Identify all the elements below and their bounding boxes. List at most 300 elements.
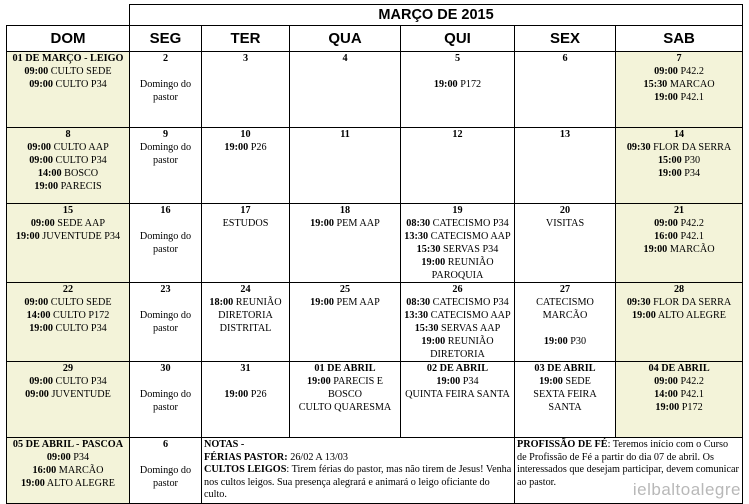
day-number: 11 xyxy=(340,129,350,140)
event-line xyxy=(130,91,201,104)
event-text: Domingo do xyxy=(139,231,192,242)
event-line xyxy=(130,464,201,477)
event-line xyxy=(7,230,129,243)
event-line xyxy=(401,309,514,322)
event-time: 19:00 xyxy=(539,376,563,387)
event-line xyxy=(130,217,201,230)
event-time: 19:00 xyxy=(224,389,249,400)
event-text: DISTRITAL xyxy=(219,323,272,334)
event-text: P42.1 xyxy=(680,389,704,400)
day-cell[interactable] xyxy=(290,52,401,128)
event-text: ESTUDOS xyxy=(222,218,269,229)
event-time: 09:00 xyxy=(29,376,53,387)
event-text: CULTO P34 xyxy=(55,155,107,166)
event-line xyxy=(616,230,742,243)
day-cell[interactable] xyxy=(401,128,515,204)
event-text: pastor xyxy=(153,155,178,166)
event-text: P42.1 xyxy=(680,231,704,242)
event-line xyxy=(7,78,129,91)
day-cell-6[interactable] xyxy=(130,438,202,504)
event-text: Domingo do xyxy=(139,79,192,90)
event-text: P34 xyxy=(684,168,701,179)
event-text: VISITAS xyxy=(545,218,585,229)
weekday-header-row xyxy=(7,26,743,52)
event-line xyxy=(616,141,742,154)
event-time: 19:00 xyxy=(310,218,334,229)
day-cell[interactable] xyxy=(290,362,401,438)
day-cell[interactable] xyxy=(202,52,290,128)
day-number: 31 xyxy=(240,363,251,374)
day-number: 7 xyxy=(676,53,682,64)
event-line xyxy=(616,309,742,322)
event-time: 14:00 xyxy=(654,389,678,400)
day-number: 10 xyxy=(240,129,251,140)
calendar-weeks xyxy=(7,52,743,438)
event-line xyxy=(7,167,129,180)
event-text: CATECISMO AAP xyxy=(430,231,511,242)
event-text: P30 xyxy=(684,155,701,166)
event-time: 19:00 xyxy=(15,231,40,242)
event-time: 19:00 xyxy=(29,323,53,334)
event-text: Domingo do xyxy=(139,310,192,321)
event-time: 09:00 xyxy=(46,452,71,463)
event-text: CATECISMO P34 xyxy=(432,218,509,229)
event-text: Domingo do xyxy=(139,465,192,476)
event-text: ALTO ALEGRE xyxy=(657,310,727,321)
day-cell[interactable] xyxy=(401,283,515,362)
event-time: 09:00 xyxy=(654,66,678,77)
day-number: 9 xyxy=(162,129,169,140)
event-text: PARECIS E xyxy=(333,376,384,387)
event-line xyxy=(7,477,129,490)
day-number: 12 xyxy=(452,129,463,140)
event-line xyxy=(7,180,129,193)
day-cell[interactable] xyxy=(202,283,290,362)
event-text: ALTO ALEGRE xyxy=(46,478,115,489)
event-text: JUVENTUDE xyxy=(51,389,111,400)
event-text: P34 xyxy=(462,376,479,387)
day-cell[interactable] xyxy=(515,204,616,283)
event-text: SERVAS P34 xyxy=(442,244,499,255)
day-number: 6 xyxy=(562,53,568,64)
event-line xyxy=(616,167,742,180)
event-line xyxy=(7,375,129,388)
event-text: P30 xyxy=(570,336,587,347)
day-cell[interactable] xyxy=(202,128,290,204)
day-cell[interactable] xyxy=(401,362,515,438)
day-number: 17 xyxy=(240,205,251,216)
week-row xyxy=(7,362,743,438)
event-text: BOSCO xyxy=(64,168,99,179)
event-line xyxy=(7,141,129,154)
event-line xyxy=(202,322,289,335)
event-text: Domingo do xyxy=(139,389,192,400)
event-text: SANTA xyxy=(548,402,582,413)
event-time: 09:00 xyxy=(27,142,52,153)
event-text: P172 xyxy=(681,402,703,413)
event-text: pastor xyxy=(153,92,178,103)
weekday-qui: QUI xyxy=(401,26,515,52)
event-time: 19:00 xyxy=(310,297,334,308)
event-line xyxy=(401,256,514,269)
event-line xyxy=(290,388,400,401)
event-text: CULTO P34 xyxy=(55,376,107,387)
event-line xyxy=(401,375,514,388)
event-text: FLOR DA SERRA xyxy=(653,297,732,308)
event-time: 08:30 xyxy=(406,218,431,229)
event-time: 09:30 xyxy=(626,142,651,153)
event-time: 18:00 xyxy=(209,297,234,308)
event-line xyxy=(616,217,742,230)
day-cell[interactable] xyxy=(290,204,401,283)
day-cell[interactable] xyxy=(616,52,743,128)
day-number: 04 DE ABRIL xyxy=(648,363,710,374)
event-text: P42.2 xyxy=(680,66,704,77)
cultos-text: : Tirem férias do pastor, mas não tirem de Jesus! Venha nos cultos leigos. Sua presença alegrará e animará o leigo oficiante do culto. xyxy=(204,464,512,501)
day-cell[interactable] xyxy=(130,362,202,438)
day-number: 28 xyxy=(673,284,685,295)
event-time: 09:00 xyxy=(24,66,49,77)
event-time: 09:00 xyxy=(29,155,53,166)
event-text: pastor xyxy=(153,402,178,413)
day-number: 19 xyxy=(452,205,463,216)
day-cell[interactable] xyxy=(202,204,290,283)
event-time: 15:00 xyxy=(657,155,682,166)
notes-box xyxy=(202,438,515,504)
event-time: 09:30 xyxy=(626,297,651,308)
event-line xyxy=(7,388,129,401)
day-cell[interactable] xyxy=(7,362,130,438)
event-time: 19:00 xyxy=(306,376,331,387)
event-line xyxy=(290,296,400,309)
week-row xyxy=(7,283,743,362)
event-line xyxy=(130,78,201,91)
event-text: P42.1 xyxy=(680,92,704,103)
day-cell[interactable] xyxy=(130,283,202,362)
day-number: 13 xyxy=(559,129,571,140)
day-number: 5 xyxy=(454,53,461,64)
event-line xyxy=(616,154,742,167)
event-text: MARCÃO xyxy=(669,244,715,255)
event-text: P172 xyxy=(460,79,482,90)
event-line xyxy=(7,65,129,78)
day-cell[interactable] xyxy=(130,204,202,283)
day-number: 4 xyxy=(342,53,348,64)
event-time: 09:00 xyxy=(29,79,53,90)
weekday-sex: SEX xyxy=(515,26,616,52)
event-line xyxy=(401,230,514,243)
event-line xyxy=(130,451,201,464)
event-line xyxy=(401,243,514,256)
event-text: MARCÃO xyxy=(58,465,104,476)
event-line xyxy=(130,388,201,401)
event-line xyxy=(515,388,615,401)
ferias-text: 26/02 A 13/03 xyxy=(287,451,348,463)
event-line xyxy=(290,375,400,388)
event-time: 19:00 xyxy=(655,402,680,413)
event-time: 13:30 xyxy=(404,231,429,242)
event-text: CATECISMO xyxy=(536,297,594,308)
event-line xyxy=(616,91,742,104)
event-line xyxy=(202,296,289,309)
event-text: MARCÃO xyxy=(542,310,588,321)
event-text: CULTO P34 xyxy=(55,323,107,334)
day-cell[interactable] xyxy=(401,204,515,283)
event-text: CULTO SEDE xyxy=(50,66,112,77)
event-time: 19:00 xyxy=(21,478,45,489)
day-number: 23 xyxy=(160,284,171,295)
event-time: 19:00 xyxy=(436,376,461,387)
day-cell[interactable] xyxy=(290,128,401,204)
event-line xyxy=(130,322,201,335)
event-text: SEDE xyxy=(565,376,591,387)
event-line xyxy=(616,388,742,401)
event-line xyxy=(202,217,289,230)
event-line xyxy=(401,217,514,230)
event-time: 19:00 xyxy=(543,336,568,347)
event-text: SEDE AAP xyxy=(57,218,106,229)
event-line xyxy=(7,217,129,230)
event-line xyxy=(401,322,514,335)
day-number: 20 xyxy=(559,205,571,216)
event-time: 19:00 xyxy=(421,257,446,268)
event-line xyxy=(401,388,514,401)
event-text: P34 xyxy=(73,452,90,463)
event-line xyxy=(515,375,615,388)
event-text: CULTO P34 xyxy=(55,79,107,90)
event-line xyxy=(130,296,201,309)
event-line xyxy=(616,65,742,78)
event-time: 15:30 xyxy=(643,79,668,90)
day-number: 22 xyxy=(62,284,74,295)
event-time: 14:00 xyxy=(26,310,51,321)
event-line xyxy=(515,309,615,322)
event-line xyxy=(202,388,289,401)
event-text: CULTO P172 xyxy=(52,310,110,321)
weekday-ter: TER xyxy=(202,26,290,52)
event-text: REUNIÃO xyxy=(235,297,282,308)
day-cell[interactable] xyxy=(515,52,616,128)
weekday-seg: SEG xyxy=(130,26,202,52)
notes-heading: NOTAS - xyxy=(204,439,245,450)
event-line xyxy=(130,230,201,243)
day-cell[interactable] xyxy=(7,283,130,362)
week-row xyxy=(7,52,743,128)
day-cell[interactable] xyxy=(130,128,202,204)
profissao-label: PROFISSÃO DE FÉ xyxy=(517,439,608,450)
day-number: 03 DE ABRIL xyxy=(534,363,596,374)
day-cell[interactable] xyxy=(515,283,616,362)
event-line xyxy=(401,335,514,348)
week-row xyxy=(7,128,743,204)
ferias-label: FÉRIAS PASTOR: xyxy=(204,451,288,463)
week-row xyxy=(7,204,743,283)
day-cell-easter[interactable] xyxy=(7,438,130,504)
day-number: 16 xyxy=(160,205,171,216)
day-cell[interactable] xyxy=(202,362,290,438)
event-line xyxy=(616,78,742,91)
day-cell[interactable] xyxy=(130,52,202,128)
event-text: Domingo do xyxy=(139,142,192,153)
day-cell[interactable] xyxy=(616,283,743,362)
day-number: 8 xyxy=(65,129,71,140)
event-line xyxy=(515,296,615,309)
event-time: 19:00 xyxy=(433,79,458,90)
day-cell[interactable] xyxy=(515,128,616,204)
event-text: REUNIÃO xyxy=(447,257,494,268)
event-line xyxy=(290,217,400,230)
day-cell[interactable] xyxy=(7,204,130,283)
event-line xyxy=(515,217,615,230)
event-line xyxy=(616,401,742,414)
day-cell[interactable] xyxy=(7,52,130,128)
event-line xyxy=(401,65,514,78)
event-time: 13:30 xyxy=(404,310,429,321)
event-line xyxy=(202,141,289,154)
event-line xyxy=(401,348,514,361)
event-line xyxy=(7,154,129,167)
day-number: 01 DE ABRIL xyxy=(314,363,376,374)
event-text: PEM AAP xyxy=(336,218,380,229)
event-line xyxy=(515,322,615,335)
day-number: 15 xyxy=(62,205,74,216)
event-text: pastor xyxy=(153,478,178,489)
event-time: 08:30 xyxy=(406,297,431,308)
weekday-dom: DOM xyxy=(7,26,130,52)
event-text: CATECISMO P34 xyxy=(432,297,509,308)
event-text: P26 xyxy=(250,389,267,400)
cultos-label: CULTOS LEIGOS xyxy=(204,464,287,476)
event-time: 09:00 xyxy=(654,218,678,229)
event-time: 19:00 xyxy=(643,244,668,255)
day-cell[interactable] xyxy=(515,362,616,438)
event-text: FLOR DA SERRA xyxy=(653,142,732,153)
event-time: 15:30 xyxy=(414,323,439,334)
event-line xyxy=(130,309,201,322)
event-time: 16:00 xyxy=(654,231,678,242)
event-line xyxy=(515,401,615,414)
day-number: 24 xyxy=(240,284,251,295)
day-number: 3 xyxy=(242,53,249,64)
event-time: 09:00 xyxy=(654,376,678,387)
event-time: 19:00 xyxy=(34,181,59,192)
event-text: PARECIS xyxy=(60,181,102,192)
event-time: 15:30 xyxy=(416,244,441,255)
day-number: 01 DE MARÇO - LEIGO xyxy=(12,53,124,64)
calendar-table xyxy=(6,4,743,504)
event-line xyxy=(616,296,742,309)
event-text: PAROQUIA xyxy=(431,270,484,281)
watermark: ielbaltoalegre xyxy=(632,480,741,499)
day-number: 6 xyxy=(162,439,169,450)
event-time: 19:00 xyxy=(654,92,678,103)
day-number: 05 DE ABRIL - PASCOA xyxy=(12,439,124,450)
event-line xyxy=(130,375,201,388)
event-line xyxy=(202,309,289,322)
event-line xyxy=(7,322,129,335)
day-number: 29 xyxy=(62,363,74,374)
event-text: BOSCO xyxy=(328,389,362,400)
event-time: 16:00 xyxy=(32,465,57,476)
event-line xyxy=(515,335,615,348)
event-text: P42.2 xyxy=(680,218,704,229)
event-text: CATECISMO AAP xyxy=(430,310,511,321)
event-line xyxy=(7,296,129,309)
event-text: MARCAO xyxy=(669,79,715,90)
day-number: 27 xyxy=(559,284,571,295)
event-line xyxy=(616,375,742,388)
day-number: 26 xyxy=(452,284,463,295)
event-text: QUINTA FEIRA SANTA xyxy=(405,389,510,400)
event-line xyxy=(130,477,201,490)
day-number: 25 xyxy=(339,284,351,295)
profissao-text: : Teremos início com o Curso de Profissão de Fé a partir do dia 07 de abril. Os interessados que desejam participar, devem comunicar ao pastor. xyxy=(517,439,739,488)
event-text: DIRETORIA xyxy=(430,349,485,360)
day-cell[interactable] xyxy=(616,128,743,204)
event-text: P42.2 xyxy=(680,376,704,387)
weekday-qua: QUA xyxy=(290,26,401,52)
event-time: 09:00 xyxy=(30,218,55,229)
event-time: 19:00 xyxy=(421,336,446,347)
event-line xyxy=(130,401,201,414)
event-text: CULTO SEDE xyxy=(50,297,112,308)
event-line xyxy=(290,401,400,414)
day-number: 21 xyxy=(673,205,685,216)
event-text: SERVAS AAP xyxy=(441,323,501,334)
event-line xyxy=(130,243,201,256)
day-number: 02 DE ABRIL xyxy=(426,363,489,374)
day-cell[interactable] xyxy=(401,52,515,128)
event-text: pastor xyxy=(153,323,178,334)
event-text: JUVENTUDE P34 xyxy=(42,231,121,242)
event-text: pastor xyxy=(153,244,178,255)
event-time: 19:00 xyxy=(657,168,682,179)
event-line xyxy=(7,309,129,322)
event-line xyxy=(616,243,742,256)
day-cell[interactable] xyxy=(616,362,743,438)
title-spacer xyxy=(7,5,130,26)
day-cell[interactable] xyxy=(290,283,401,362)
event-time: 09:00 xyxy=(25,389,49,400)
event-line xyxy=(130,65,201,78)
month-title: MARÇO DE 2015 xyxy=(130,5,743,26)
event-text: CULTO AAP xyxy=(53,142,109,153)
day-number: 18 xyxy=(339,205,351,216)
event-time: 19:00 xyxy=(224,142,249,153)
event-line xyxy=(7,464,129,477)
event-line xyxy=(130,141,201,154)
event-text: SEXTA FEIRA xyxy=(533,389,597,400)
event-text: REUNIÃO xyxy=(447,336,494,347)
day-number: 2 xyxy=(162,53,169,64)
day-cell[interactable] xyxy=(616,204,743,283)
day-number: 14 xyxy=(673,129,685,140)
event-text: PEM AAP xyxy=(336,297,380,308)
event-text: CULTO QUARESMA xyxy=(298,402,392,413)
event-line xyxy=(202,375,289,388)
event-line xyxy=(401,296,514,309)
event-text: DIRETORIA xyxy=(218,310,273,321)
event-time: 19:00 xyxy=(632,310,656,321)
event-time: 14:00 xyxy=(37,168,62,179)
weekday-sab: SAB xyxy=(616,26,743,52)
event-line xyxy=(401,78,514,91)
day-number: 30 xyxy=(160,363,171,374)
day-cell[interactable] xyxy=(7,128,130,204)
event-time: 09:00 xyxy=(24,297,49,308)
event-text: P26 xyxy=(250,142,267,153)
event-line xyxy=(130,154,201,167)
